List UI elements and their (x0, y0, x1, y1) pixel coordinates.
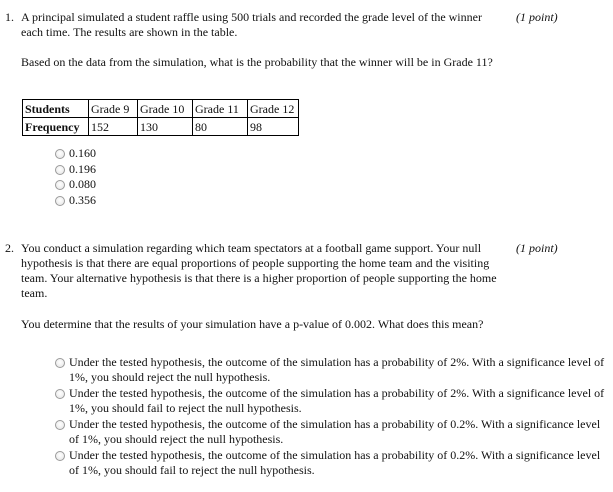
table-cell: Frequency (23, 118, 89, 136)
radio-button[interactable] (55, 196, 65, 206)
points-label: (1 point) (516, 10, 558, 24)
radio-button[interactable] (55, 149, 65, 159)
option-label: Under the tested hypothesis, the outcome of the simulation has a probability of 2%. With a significance level of 1%, you should fail to reject the null hypothesis. (69, 386, 605, 415)
answer-option[interactable] (55, 146, 96, 162)
option-label: Under the tested hypothesis, the outcome of the simulation has a probability of 0.2%. With a significance level of 1%, you should reject the null hypothesis. (69, 417, 601, 446)
answer-options (55, 146, 96, 208)
answer-option[interactable] (55, 417, 610, 447)
answer-option[interactable] (55, 355, 610, 385)
table-cell: Grade 12 (248, 100, 299, 118)
answer-option[interactable] (55, 448, 610, 478)
option-label: 0.160 (69, 146, 96, 160)
option-label: Under the tested hypothesis, the outcome of the simulation has a probability of 0.2%. With a significance level of 1%, you should fail to reject the null hypothesis. (69, 448, 601, 477)
radio-button[interactable] (55, 420, 65, 430)
table-cell: 98 (248, 118, 299, 136)
question-prompt: Based on the data from the simulation, what is the probability that the winner will be in Grade 11? (21, 55, 493, 69)
question-text: A principal simulated a student raffle using 500 trials and recorded the grade level of the winner each time. The results are shown in the table. (21, 10, 482, 39)
radio-button[interactable] (55, 165, 65, 175)
table-header-row (23, 100, 299, 118)
radio-button[interactable] (55, 358, 65, 368)
question-text: You conduct a simulation regarding which team spectators at a football game support. Your null hypothesis is that there are equal proportions of people supporting the home team and the visiting team. Your alternative hypothesis is that there is a higher proportion of people supporting the home team. (21, 241, 497, 300)
radio-button[interactable] (55, 180, 65, 190)
question-number: 2. (5, 241, 14, 255)
radio-button[interactable] (55, 451, 65, 461)
option-label: 0.196 (69, 161, 96, 176)
table-cell: Grade 11 (193, 100, 248, 118)
table-cell: Grade 9 (89, 100, 138, 118)
table-cell: 80 (193, 118, 248, 136)
frequency-table (22, 99, 299, 136)
table-row (23, 118, 299, 136)
option-label: Under the tested hypothesis, the outcome of the simulation has a probability of 2%. With a significance level of 1%, you should reject the null hypothesis. (69, 355, 605, 384)
answer-option[interactable] (55, 193, 96, 209)
option-label: 0.356 (69, 192, 96, 207)
table-cell: 130 (138, 118, 193, 136)
answer-option[interactable] (55, 177, 96, 193)
table-cell: Students (23, 100, 89, 118)
answer-option[interactable] (55, 386, 610, 416)
answer-options (55, 355, 610, 479)
radio-button[interactable] (55, 389, 65, 399)
option-label: 0.080 (69, 177, 96, 191)
points-label: (1 point) (516, 241, 558, 255)
answer-option[interactable] (55, 162, 96, 178)
question-prompt: You determine that the results of your simulation have a p-value of 0.002. What does this mean? (21, 317, 484, 331)
table-cell: Grade 10 (138, 100, 193, 118)
question-number: 1. (5, 10, 14, 24)
table-cell: 152 (89, 118, 138, 136)
